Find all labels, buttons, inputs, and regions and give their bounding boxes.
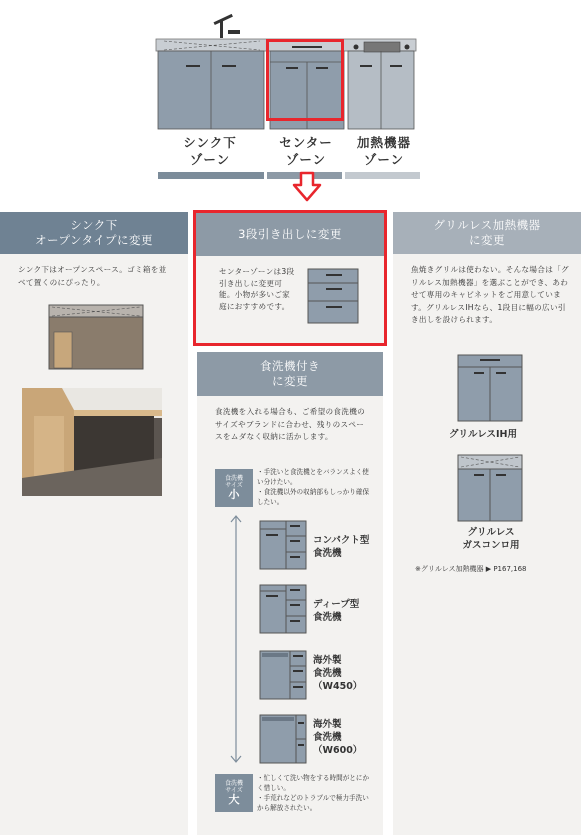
w600-dishwasher-illustration	[259, 714, 307, 764]
center-top-title: 3段引き出しに変更	[193, 212, 387, 256]
left-panel	[0, 212, 188, 835]
grillless-gas-label: グリルレス ガスコンロ用	[462, 527, 520, 551]
right-panel-title: グリルレス加熱機器 に変更	[393, 212, 581, 254]
zone-label-heating: 加熱機器 ゾーン	[356, 135, 411, 167]
size-small-note-1: ・手洗いと食洗機とをバランスよく使い分けたい。	[257, 468, 369, 486]
dishwasher-title: 食洗機付き に変更	[197, 352, 383, 396]
w450-dishwasher-illustration	[259, 650, 307, 700]
grillless-ref-note: ※グリルレス加熱機器 ▶ P167,168	[415, 565, 527, 573]
center-top-body: センターゾーンは3段引き出しに変更可能。小物が多いご家庭におすすめです。	[219, 267, 295, 311]
size-range-arrow-icon	[230, 514, 242, 764]
down-arrow-icon	[292, 171, 322, 203]
open-cabinet-photo	[22, 388, 162, 496]
zone-bar-heating	[345, 172, 420, 179]
zone-label-center: センター ゾーン	[279, 135, 333, 167]
left-panel-title: シンク下 オープンタイプに変更	[0, 212, 188, 254]
faucet-icon	[214, 14, 240, 38]
size-small-label: 食洗機 サイズ	[224, 475, 243, 489]
size-small-note-2: ・食洗機以外の収納部もしっかり確保したい。	[257, 488, 370, 506]
w600-dishwasher-label: 海外製 食洗機 （W600）	[313, 719, 363, 756]
size-large-badge	[215, 774, 253, 812]
size-small-value: 小	[228, 488, 240, 501]
right-panel-body: 魚焼きグリルは使わない。そんな場合は「グリルレス加熱機器」を選ぶことができ、あわせて専用のキャビネットをご用意しています。グリルレスIHなら、1段目に幅の広い引き出しを設けられます。	[411, 265, 569, 324]
grillless-gas-cabinet-illustration	[457, 454, 523, 522]
compact-dishwasher-illustration	[259, 520, 307, 570]
compact-dishwasher-label: コンパクト型 食洗機	[313, 535, 370, 559]
deep-dishwasher-label: ディープ型 食洗機	[313, 599, 360, 623]
left-panel-body: シンク下はオープンスペース。ゴミ箱を並べて置くのにぴったり。	[18, 265, 167, 287]
open-cabinet-illustration	[48, 304, 144, 370]
right-panel	[393, 212, 581, 835]
size-large-note-2: ・手荒れなどのトラブルで極力手洗いから解放されたい。	[257, 794, 369, 812]
dishwasher-body: 食洗機を入れる場合も、ご希望の食洗機のサイズやブランドに合わせ、残りのスペースをムダなく収納に活かします。	[215, 407, 365, 441]
zone-label-sink: シンク下 ゾーン	[183, 135, 237, 167]
size-large-label: 食洗機 サイズ	[224, 780, 243, 794]
zone-bar-sink	[158, 172, 264, 179]
dishwasher-panel	[197, 352, 383, 835]
center-zone-highlight	[266, 39, 344, 121]
size-small-badge	[215, 469, 253, 507]
grillless-ih-cabinet-illustration	[457, 354, 523, 422]
w450-dishwasher-label: 海外製 食洗機 （W450）	[313, 655, 363, 692]
size-large-value: 大	[228, 793, 240, 806]
grillless-ih-label: グリルレスIH用	[449, 429, 517, 440]
three-drawer-highlight	[193, 210, 387, 346]
deep-dishwasher-illustration	[259, 584, 307, 634]
size-large-note-1: ・忙しくて洗い物をする時間がとにかく惜しい。	[257, 774, 370, 792]
